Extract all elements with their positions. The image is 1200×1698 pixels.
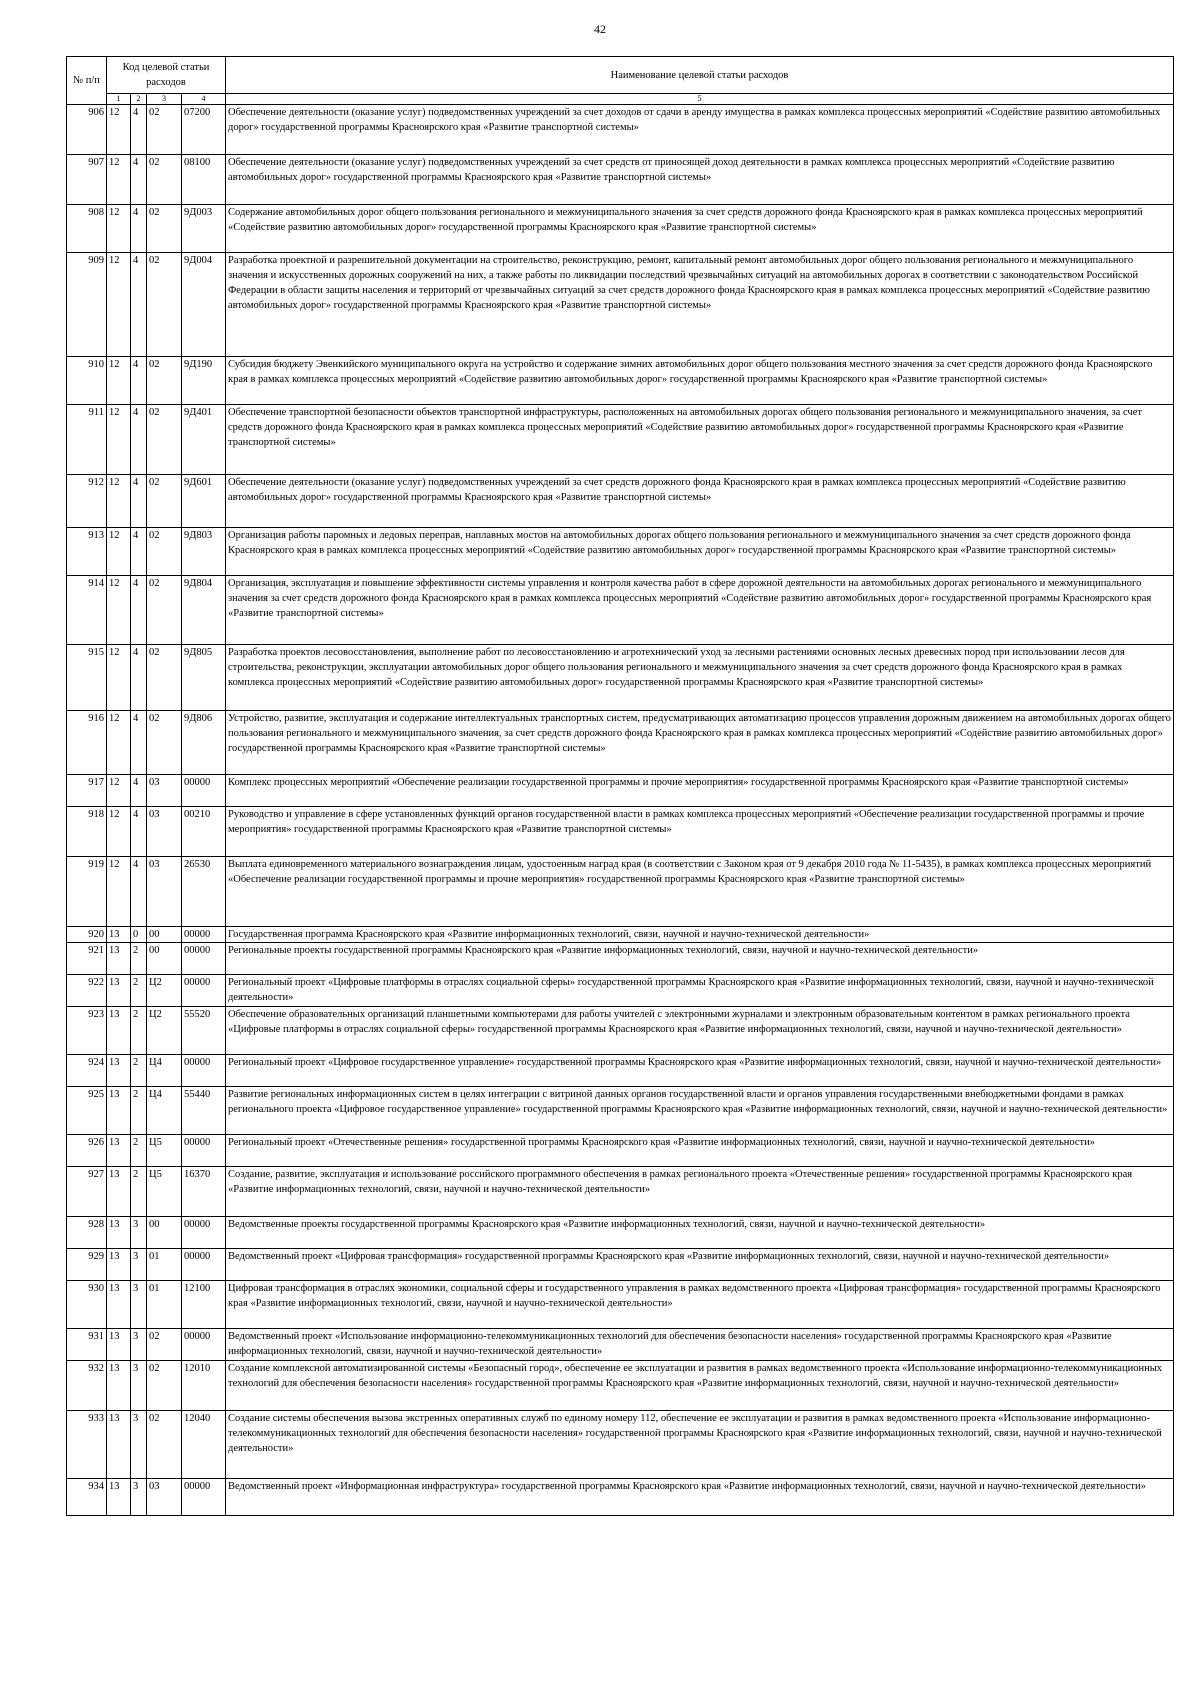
table-row <box>67 1167 1174 1217</box>
code-part-3: 01 <box>147 1249 182 1281</box>
expense-name: Ведомственный проект «Использование информационно-телекоммуникационных технологий для обеспечения безопасности населения» государственной программы Красноярского края «Развитие информационных технологий, связи, научной и научно-технической деятельности» <box>226 1329 1174 1361</box>
code-part-2: 4 <box>131 528 147 576</box>
code-part-1: 12 <box>107 105 131 155</box>
table-row <box>67 576 1174 645</box>
code-part-4: 00000 <box>182 975 226 1007</box>
code-part-2: 4 <box>131 807 147 857</box>
code-part-3: Ц5 <box>147 1167 182 1217</box>
expense-name: Обеспечение деятельности (оказание услуг) подведомственных учреждений за счет средств дорожного фонда Красноярского края в рамках комплекса процессных мероприятий «Содействие развитию автомобильных дорог» государственной программы Красноярского края «Развитие транспортной системы» <box>226 475 1174 528</box>
code-part-1: 12 <box>107 807 131 857</box>
table-subheader-row <box>67 94 1174 105</box>
code-part-3: 02 <box>147 711 182 775</box>
expense-name: Обеспечение транспортной безопасности объектов транспортной инфраструктуры, расположенных на автомобильных дорогах общего пользования регионального и межмуниципального значения, за счет средств дорожного фонда Красноярского края в рамках комплекса процессных мероприятий «Содействие развитию автомобильных дорог» государственной программы Красноярского края «Развитие транспортной системы» <box>226 405 1174 475</box>
table-body <box>67 105 1174 1516</box>
row-number: 906 <box>67 105 107 155</box>
code-part-1: 13 <box>107 943 131 975</box>
code-part-3: Ц2 <box>147 975 182 1007</box>
table-row <box>67 645 1174 711</box>
code-part-1: 12 <box>107 405 131 475</box>
code-part-3: 00 <box>147 927 182 943</box>
row-number: 932 <box>67 1361 107 1411</box>
code-part-1: 13 <box>107 1055 131 1087</box>
code-part-2: 4 <box>131 405 147 475</box>
row-number: 928 <box>67 1217 107 1249</box>
code-part-2: 3 <box>131 1361 147 1411</box>
row-number: 919 <box>67 857 107 927</box>
expense-name: Содержание автомобильных дорог общего пользования регионального и межмуниципального значения за счет средств дорожного фонда Красноярского края в рамках комплекса процессных мероприятий «Содействие развитию автомобильных дорог» государственной программы Красноярского края «Развитие транспортной системы» <box>226 205 1174 253</box>
code-part-4: 00000 <box>182 1249 226 1281</box>
code-part-1: 13 <box>107 1007 131 1055</box>
row-number: 915 <box>67 645 107 711</box>
code-part-4: 9Д601 <box>182 475 226 528</box>
code-part-3: Ц2 <box>147 1007 182 1055</box>
target-expense-table <box>66 56 1174 1516</box>
code-part-1: 13 <box>107 1217 131 1249</box>
table-row <box>67 807 1174 857</box>
subheader-col-4: 4 <box>182 94 226 105</box>
expense-name: Устройство, развитие, эксплуатация и содержание интеллектуальных транспортных систем, предусматривающих автоматизацию процессов управления дорожным движением на автомобильных дорогах общего пользования регионального и межмуниципального значения, за счет средств дорожного фонда Красноярского края в рамках комплекса процессных мероприятий «Содействие развитию автомобильных дорог» государственной программы Красноярского края «Развитие транспортной системы» <box>226 711 1174 775</box>
row-number: 910 <box>67 357 107 405</box>
code-part-1: 12 <box>107 357 131 405</box>
code-part-1: 12 <box>107 775 131 807</box>
code-part-3: 03 <box>147 807 182 857</box>
code-part-2: 4 <box>131 205 147 253</box>
code-part-4: 9Д803 <box>182 528 226 576</box>
expense-name: Субсидия бюджету Эвенкийского муниципального округа на устройство и содержание зимних автомобильных дорог общего пользования местного значения за счет средств дорожного фонда Красноярского края в рамках комплекса процессных мероприятий «Содействие развитию автомобильных дорог» государственной программы Красноярского края «Развитие транспортной системы» <box>226 357 1174 405</box>
code-part-3: 02 <box>147 105 182 155</box>
expense-name: Региональный проект «Отечественные решения» государственной программы Красноярского края «Развитие информационных технологий, связи, научной и научно-технической деятельности» <box>226 1135 1174 1167</box>
header-row-number: № п/п <box>67 57 107 105</box>
row-number: 920 <box>67 927 107 943</box>
row-number: 918 <box>67 807 107 857</box>
code-part-1: 12 <box>107 857 131 927</box>
code-part-2: 4 <box>131 576 147 645</box>
table-row <box>67 405 1174 475</box>
row-number: 925 <box>67 1087 107 1135</box>
table-row <box>67 1361 1174 1411</box>
table-row <box>67 711 1174 775</box>
table-row <box>67 253 1174 357</box>
table-row <box>67 857 1174 927</box>
code-part-4: 00000 <box>182 1217 226 1249</box>
table-row <box>67 1281 1174 1329</box>
code-part-3: 00 <box>147 943 182 975</box>
code-part-1: 13 <box>107 1411 131 1479</box>
table-row <box>67 775 1174 807</box>
table-row <box>67 1135 1174 1167</box>
table-row <box>67 105 1174 155</box>
code-part-3: 02 <box>147 253 182 357</box>
code-part-4: 00000 <box>182 1055 226 1087</box>
code-part-4: 00210 <box>182 807 226 857</box>
expense-name: Ведомственный проект «Информационная инфраструктура» государственной программы Красноярского края «Развитие информационных технологий, связи, научной и научно-технической деятельности» <box>226 1479 1174 1516</box>
code-part-3: 03 <box>147 775 182 807</box>
code-part-4: 55440 <box>182 1087 226 1135</box>
expense-name: Ведомственный проект «Цифровая трансформация» государственной программы Красноярского края «Развитие информационных технологий, связи, научной и научно-технической деятельности» <box>226 1249 1174 1281</box>
code-part-2: 3 <box>131 1249 147 1281</box>
expense-name: Разработка проектной и разрешительной документации на строительство, реконструкцию, ремонт, капитальный ремонт автомобильных дорог общего пользования регионального и межмуниципального значения и искусственных дорожных сооружений на них, а также работы по ликвидации последствий чрезвычайных ситуаций на автомобильных дорогах в соответствии с законодательством Российской Федерации в области защиты населения и территорий от чрезвычайных ситуаций за счет средств дорожного фонда Красноярского края в рамках комплекса процессных мероприятий «Содействие развитию автомобильных дорог» государственной программы Красноярского края «Развитие транспортной системы» <box>226 253 1174 357</box>
table-row <box>67 1479 1174 1516</box>
header-code: Код целевой статьи расходов <box>107 57 226 94</box>
table-row <box>67 1055 1174 1087</box>
code-part-2: 2 <box>131 1087 147 1135</box>
code-part-4: 9Д401 <box>182 405 226 475</box>
expense-name: Выплата единовременного материального вознаграждения лицам, удостоенным наград края (в соответствии с Законом края от 9 декабря 2010 года № 11-5435), в рамках комплекса процессных мероприятий «Обеспечение реализации государственной программы и прочие мероприятия» государственной программы Красноярского края «Развитие транспортной системы» <box>226 857 1174 927</box>
code-part-1: 12 <box>107 155 131 205</box>
row-number: 909 <box>67 253 107 357</box>
code-part-4: 9Д805 <box>182 645 226 711</box>
code-part-3: 02 <box>147 205 182 253</box>
code-part-3: 02 <box>147 357 182 405</box>
code-part-2: 4 <box>131 357 147 405</box>
code-part-2: 3 <box>131 1411 147 1479</box>
code-part-4: 12040 <box>182 1411 226 1479</box>
row-number: 923 <box>67 1007 107 1055</box>
code-part-4: 00000 <box>182 927 226 943</box>
code-part-2: 4 <box>131 475 147 528</box>
code-part-3: 02 <box>147 645 182 711</box>
row-number: 927 <box>67 1167 107 1217</box>
expense-name: Региональные проекты государственной программы Красноярского края «Развитие информационных технологий, связи, научной и научно-технической деятельности» <box>226 943 1174 975</box>
expense-name: Комплекс процессных мероприятий «Обеспечение реализации государственной программы и прочие мероприятия» государственной программы Красноярского края «Развитие транспортной системы» <box>226 775 1174 807</box>
page-number: 42 <box>594 22 606 36</box>
subheader-col-1: 1 <box>107 94 131 105</box>
table-row <box>67 1007 1174 1055</box>
code-part-3: 02 <box>147 1411 182 1479</box>
code-part-2: 2 <box>131 1135 147 1167</box>
table-row <box>67 475 1174 528</box>
row-number: 933 <box>67 1411 107 1479</box>
code-part-1: 13 <box>107 1361 131 1411</box>
code-part-1: 13 <box>107 975 131 1007</box>
table-row <box>67 155 1174 205</box>
code-part-3: 02 <box>147 155 182 205</box>
code-part-2: 3 <box>131 1281 147 1329</box>
expense-name: Региональный проект «Цифровые платформы в отраслях социальной сферы» государственной программы Красноярского края «Развитие информационных технологий, связи, научной и научно-технической деятельности» <box>226 975 1174 1007</box>
code-part-2: 4 <box>131 711 147 775</box>
expense-name: Региональный проект «Цифровое государственное управление» государственной программы Красноярского края «Развитие информационных технологий, связи, научной и научно-технической деятельности» <box>226 1055 1174 1087</box>
table-row <box>67 1217 1174 1249</box>
code-part-2: 4 <box>131 253 147 357</box>
code-part-2: 4 <box>131 105 147 155</box>
code-part-2: 2 <box>131 975 147 1007</box>
code-part-1: 13 <box>107 927 131 943</box>
code-part-4: 00000 <box>182 943 226 975</box>
code-part-3: 02 <box>147 576 182 645</box>
code-part-4: 00000 <box>182 775 226 807</box>
expense-name: Руководство и управление в сфере установленных функций органов государственной власти в рамках комплекса процессных мероприятий «Обеспечение реализации государственной программы и прочие мероприятия» государственной программы Красноярского края «Развитие транспортной системы» <box>226 807 1174 857</box>
code-part-3: 02 <box>147 528 182 576</box>
code-part-4: 9Д004 <box>182 253 226 357</box>
row-number: 916 <box>67 711 107 775</box>
code-part-4: 07200 <box>182 105 226 155</box>
table-row <box>67 1087 1174 1135</box>
code-part-2: 4 <box>131 645 147 711</box>
expense-name: Развитие региональных информационных систем в целях интеграции с витриной данных органов государственной власти и органов управления государственными внебюджетными фондами в рамках регионального проекта «Цифровое государственное управление» государственной программы Красноярского края «Развитие информационных технологий, связи, научной и научно-технической деятельности» <box>226 1087 1174 1135</box>
subheader-col-3: 3 <box>147 94 182 105</box>
code-part-2: 2 <box>131 1167 147 1217</box>
expense-name: Обеспечение образовательных организаций планшетными компьютерами для работы учителей с электронными журналами и электронным образовательным контентом в рамках регионального проекта «Цифровые платформы в отраслях социальной сферы» государственной программы Красноярского края «Развитие информационных технологий, связи, научной и научно-технической деятельности» <box>226 1007 1174 1055</box>
code-part-3: 02 <box>147 475 182 528</box>
code-part-3: Ц5 <box>147 1135 182 1167</box>
code-part-4: 55520 <box>182 1007 226 1055</box>
code-part-1: 12 <box>107 645 131 711</box>
code-part-1: 13 <box>107 1135 131 1167</box>
code-part-4: 00000 <box>182 1135 226 1167</box>
code-part-1: 12 <box>107 205 131 253</box>
code-part-3: 02 <box>147 1361 182 1411</box>
expense-name: Обеспечение деятельности (оказание услуг) подведомственных учреждений за счет доходов от сдачи в аренду имущества в рамках комплекса процессных мероприятий «Содействие развитию автомобильных дорог» государственной программы Красноярского края «Развитие транспортной системы» <box>226 105 1174 155</box>
row-number: 926 <box>67 1135 107 1167</box>
header-name: Наименование целевой статьи расходов <box>226 57 1174 94</box>
code-part-3: 02 <box>147 405 182 475</box>
expense-name: Обеспечение деятельности (оказание услуг) подведомственных учреждений за счет средств от приносящей доход деятельности в рамках комплекса процессных мероприятий «Содействие развитию автомобильных дорог» государственной программы Красноярского края «Развитие транспортной системы» <box>226 155 1174 205</box>
code-part-4: 9Д806 <box>182 711 226 775</box>
code-part-2: 0 <box>131 927 147 943</box>
table-row <box>67 357 1174 405</box>
row-number: 917 <box>67 775 107 807</box>
code-part-2: 3 <box>131 1329 147 1361</box>
code-part-1: 13 <box>107 1281 131 1329</box>
code-part-3: 01 <box>147 1281 182 1329</box>
code-part-4: 9Д003 <box>182 205 226 253</box>
expense-name: Государственная программа Красноярского края «Развитие информационных технологий, связи, научной и научно-технической деятельности» <box>226 927 1174 943</box>
code-part-2: 4 <box>131 857 147 927</box>
expense-name: Цифровая трансформация в отраслях экономики, социальной сферы и государственного управления в рамках ведомственного проекта «Цифровая трансформация» государственной программы Красноярского края «Развитие информационных технологий, связи, научной и научно-технической деятельности» <box>226 1281 1174 1329</box>
expense-name: Создание системы обеспечения вызова экстренных оперативных служб по единому номеру 112, обеспечение ее эксплуатации и развития в рамках ведомственного проекта «Использование информационно-телекоммуникационных технологий для обеспечения безопасности населения» государственной программы Красноярского края «Развитие информационных технологий, связи, научной и научно-технической деятельности» <box>226 1411 1174 1479</box>
code-part-4: 12100 <box>182 1281 226 1329</box>
code-part-1: 13 <box>107 1249 131 1281</box>
row-number: 913 <box>67 528 107 576</box>
table-row <box>67 528 1174 576</box>
row-number: 921 <box>67 943 107 975</box>
code-part-1: 12 <box>107 528 131 576</box>
code-part-4: 00000 <box>182 1479 226 1516</box>
code-part-1: 13 <box>107 1087 131 1135</box>
table-row <box>67 943 1174 975</box>
code-part-2: 2 <box>131 943 147 975</box>
code-part-3: 03 <box>147 1479 182 1516</box>
code-part-1: 13 <box>107 1329 131 1361</box>
expense-name: Разработка проектов лесовосстановления, выполнение работ по лесовосстановлению и агротехнический уход за лесными растениями основных лесных древесных пород при использовании лесов для строительства, реконструкции, эксплуатации автомобильных дорог общего пользования регионального и межмуниципального значения за счет средств дорожного фонда Красноярского края в рамках комплекса процессных мероприятий «Содействие развитию автомобильных дорог» государственной программы Красноярского края «Развитие транспортной системы» <box>226 645 1174 711</box>
code-part-1: 13 <box>107 1479 131 1516</box>
code-part-3: 00 <box>147 1217 182 1249</box>
expense-name: Создание, развитие, эксплуатация и использование российского программного обеспечения в рамках регионального проекта «Отечественные решения» государственной программы Красноярского края «Развитие информационных технологий, связи, научной и научно-технической деятельности» <box>226 1167 1174 1217</box>
row-number: 911 <box>67 405 107 475</box>
row-number: 922 <box>67 975 107 1007</box>
code-part-4: 26530 <box>182 857 226 927</box>
code-part-4: 08100 <box>182 155 226 205</box>
row-number: 907 <box>67 155 107 205</box>
table-header-row <box>67 57 1174 94</box>
row-number: 908 <box>67 205 107 253</box>
row-number: 931 <box>67 1329 107 1361</box>
row-number: 912 <box>67 475 107 528</box>
code-part-2: 4 <box>131 775 147 807</box>
code-part-3: 02 <box>147 1329 182 1361</box>
subheader-col-2: 2 <box>131 94 147 105</box>
table-row <box>67 1329 1174 1361</box>
table-row <box>67 1249 1174 1281</box>
code-part-4: 9Д804 <box>182 576 226 645</box>
code-part-1: 13 <box>107 1167 131 1217</box>
expense-name: Ведомственные проекты государственной программы Красноярского края «Развитие информационных технологий, связи, научной и научно-технической деятельности» <box>226 1217 1174 1249</box>
row-number: 930 <box>67 1281 107 1329</box>
expense-name: Организация работы паромных и ледовых переправ, наплавных мостов на автомобильных дорогах общего пользования регионального и межмуниципального значения за счет средств дорожного фонда Красноярского края в рамках комплекса процессных мероприятий «Содействие развитию автомобильных дорог» государственной программы Красноярского края «Развитие транспортной системы» <box>226 528 1174 576</box>
row-number: 934 <box>67 1479 107 1516</box>
code-part-1: 12 <box>107 475 131 528</box>
code-part-2: 3 <box>131 1217 147 1249</box>
expense-name: Организация, эксплуатация и повышение эффективности системы управления и контроля качества работ в сфере дорожной деятельности на автомобильных дорогах регионального и межмуниципального значения за счет средств дорожного фонда Красноярского края в рамках комплекса процессных мероприятий «Содействие развитию автомобильных дорог» государственной программы Красноярского края «Развитие транспортной системы» <box>226 576 1174 645</box>
code-part-3: 03 <box>147 857 182 927</box>
row-number: 929 <box>67 1249 107 1281</box>
table-row <box>67 975 1174 1007</box>
table-row <box>67 1411 1174 1479</box>
code-part-4: 00000 <box>182 1329 226 1361</box>
code-part-2: 2 <box>131 1007 147 1055</box>
subheader-col-5: 5 <box>226 94 1174 105</box>
code-part-3: Ц4 <box>147 1087 182 1135</box>
code-part-2: 2 <box>131 1055 147 1087</box>
table-row <box>67 205 1174 253</box>
code-part-1: 12 <box>107 576 131 645</box>
code-part-4: 9Д190 <box>182 357 226 405</box>
code-part-1: 12 <box>107 253 131 357</box>
row-number: 914 <box>67 576 107 645</box>
row-number: 924 <box>67 1055 107 1087</box>
code-part-4: 16370 <box>182 1167 226 1217</box>
code-part-4: 12010 <box>182 1361 226 1411</box>
code-part-3: Ц4 <box>147 1055 182 1087</box>
code-part-2: 4 <box>131 155 147 205</box>
table-row <box>67 927 1174 943</box>
expense-name: Создание комплексной автоматизированной системы «Безопасный город», обеспечение ее эксплуатации и развития в рамках ведомственного проекта «Использование информационно-телекоммуникационных технологий для обеспечения безопасности населения» государственной программы Красноярского края «Развитие информационных технологий, связи, научной и научно-технической деятельности» <box>226 1361 1174 1411</box>
code-part-1: 12 <box>107 711 131 775</box>
code-part-2: 3 <box>131 1479 147 1516</box>
